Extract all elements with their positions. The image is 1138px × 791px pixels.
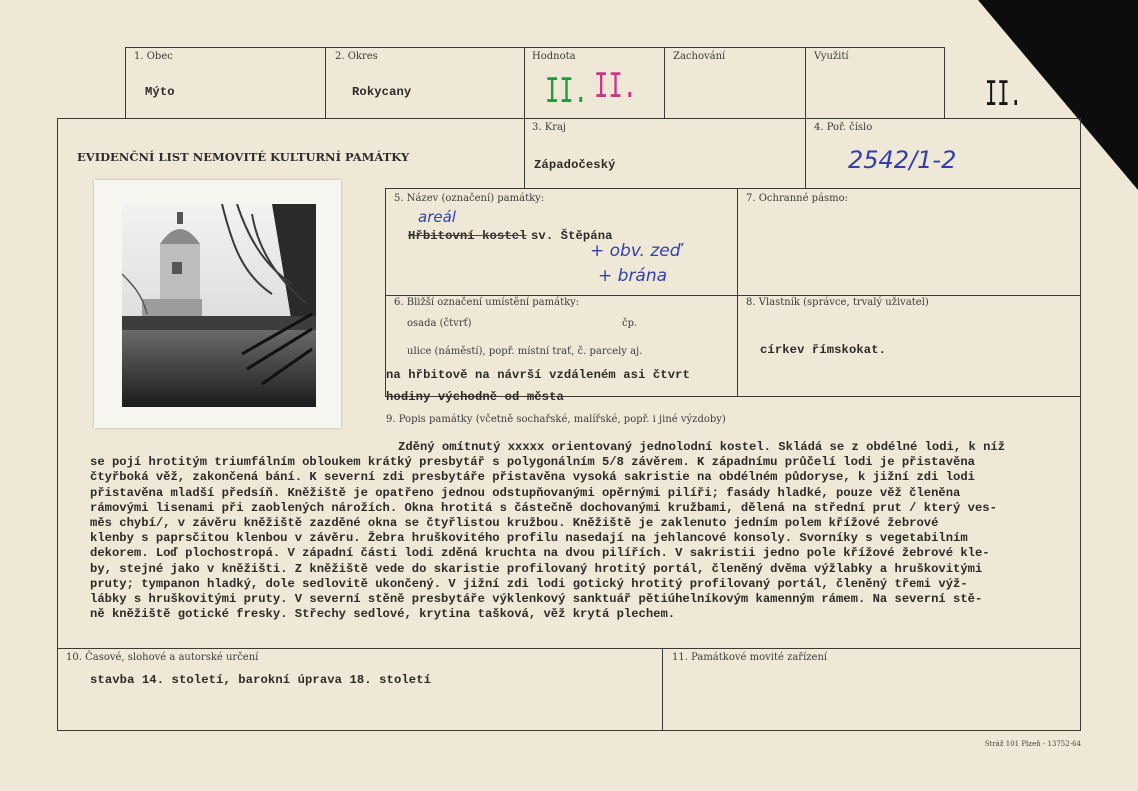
- nazev-hand-add-1: + obv. zeď: [590, 241, 681, 261]
- rule: [662, 648, 663, 730]
- vlastnik-value: církev římskokat.: [760, 343, 887, 357]
- rule: [1080, 118, 1081, 730]
- ulice-label: ulice (náměstí), popř. místní trať, č. parcely aj.: [407, 346, 643, 357]
- popis-line: ně kněžiště gotické fresky. Střechy sedlové, krytina tašková, věž krytá plechem.: [90, 607, 676, 622]
- hodnota-label: Hodnota: [532, 51, 576, 62]
- rule: [325, 47, 326, 118]
- nazev-hand-insert: areál: [418, 208, 456, 226]
- popis-line: dekorem. Loď plochostropá. V západní části lodi zděná kruchta na dvou pilířích. V sakristii jedno pole křížové žebrové kle-: [90, 546, 990, 561]
- popis-line: se pojí hrotitým triumfálním obloukem krátký presbytář s polygonálním 5/8 závěrem. K západnímu průčelí lodi je přistavěna: [90, 455, 975, 470]
- vyuziti-label: Využití: [814, 51, 849, 62]
- umisteni-value-line2: hodiny východně od města: [386, 390, 564, 404]
- kraj-value: Západočeský: [534, 158, 616, 172]
- zachovani-label: Zachování: [673, 51, 726, 62]
- rule: [385, 295, 1081, 296]
- rule: [57, 648, 1081, 649]
- rule: [944, 47, 945, 118]
- obec-label: 1. Obec: [134, 51, 173, 62]
- casove-label: 10. Časové, slohové a autorské určení: [66, 652, 259, 663]
- popis-label: 9. Popis památky (včetně sochařské, malířské, popř. i jiné výzdoby): [386, 414, 726, 425]
- vlastnik-label: 8. Vlastník (správce, trvalý uživatel): [746, 297, 929, 308]
- casove-value: stavba 14. století, barokní úprava 18. století: [90, 673, 432, 687]
- nazev-hand-add-2: + brána: [598, 266, 668, 286]
- church-photo: [94, 180, 341, 428]
- movite-label: 11. Památkové movité zařízení: [672, 652, 828, 663]
- popis-line: lábky s hruškovitými pruty. V severní stěně presbytáře výklenkový sanktuář pětiúhelníkovým kamenným rámem. Na severní stě-: [90, 592, 983, 607]
- okres-label: 2. Okres: [335, 51, 378, 62]
- rule: [385, 188, 386, 396]
- ochranne-label: 7. Ochranné pásmo:: [746, 193, 849, 204]
- popis-line: klenby s paprsčitou klenbou v závěru. Žebra hruškovitého profilu nasedají na jehlancové konsoly. Svorníky s vegetabilním: [90, 531, 968, 546]
- umisteni-label: 6. Bližší označení umístění památky:: [394, 297, 580, 308]
- popis-line: Zděný omítnutý xxxxx orientovaný jednolodní kostel. Skládá se z obdélné lodi, k níž: [398, 440, 1006, 454]
- cp-label: čp.: [622, 318, 638, 329]
- popis-line: čtyřboká věž, zakončená bání. K severní zdi presbytáře přistavěna vysoká sakristie na obdélném půdoryse, k jižní zdi lodi: [90, 470, 975, 485]
- cislo-value: 2542/1-2: [848, 146, 957, 174]
- hodnota-value-magenta: II.: [594, 66, 637, 106]
- kraj-label: 3. Kraj: [532, 122, 567, 133]
- nazev-value-struck: Hřbitovní kostel: [408, 229, 527, 243]
- rule: [57, 118, 58, 730]
- umisteni-value-line1: na hřbitově na návrší vzdáleném asi čtvrt: [386, 368, 690, 382]
- popis-line: měs chybí/, v závěru kněžiště zazděné okna se čtyřlistou kružbou. Kněžiště je zaklenuto jedním polem křížové žebrové: [90, 516, 939, 531]
- okres-value: Rokycany: [352, 85, 412, 99]
- print-footer: Stráž 101 Plzeň - 13752-64: [984, 740, 1081, 748]
- osada-label: osada (čtvrť): [407, 318, 472, 329]
- rule: [125, 47, 126, 118]
- popis-line: pruty; tympanon hladký, dole sedlovitě ukončený. V jižní zdi lodi gotický hrotitý profilovaný portál, členěný třemi výž-: [90, 576, 968, 591]
- document-title: EVIDENČNÍ LIST NEMOVITÉ KULTURNÍ PAMÁTKY: [77, 150, 410, 164]
- rule: [57, 730, 1081, 731]
- nazev-value: sv. Štěpána: [531, 229, 613, 243]
- class-mark: II.: [985, 74, 1022, 114]
- popis-line: přistavěna mladší předsíň. Kněžiště je opatřeno jednou odstupňovanými opěrnými pilíři; fasády hladké, pouze věž členěna: [90, 485, 961, 500]
- popis-text: [90, 440, 1090, 622]
- nazev-label: 5. Název (označení) památky:: [394, 193, 545, 204]
- cislo-label: 4. Poř. číslo: [814, 122, 873, 133]
- rule: [737, 188, 738, 396]
- rule: [57, 118, 1081, 119]
- popis-line: by, stejné jako v kněžišti. Z kněžiště vede do skaristie profilovaný hrotitý portál, členěný dvěma výžlabky a hruškovitými: [90, 561, 983, 576]
- obec-value: Mýto: [145, 85, 175, 99]
- rule: [125, 47, 945, 48]
- church-image: [122, 204, 316, 407]
- popis-line: rámovými lisenami při zaoblených nárožích. Okna hrotitá s částečně dochovanými kružbami, dělená na střední prut / který ves-: [90, 500, 997, 515]
- hodnota-value-green: II.: [545, 71, 588, 111]
- rule: [664, 47, 665, 118]
- rule: [385, 188, 1081, 189]
